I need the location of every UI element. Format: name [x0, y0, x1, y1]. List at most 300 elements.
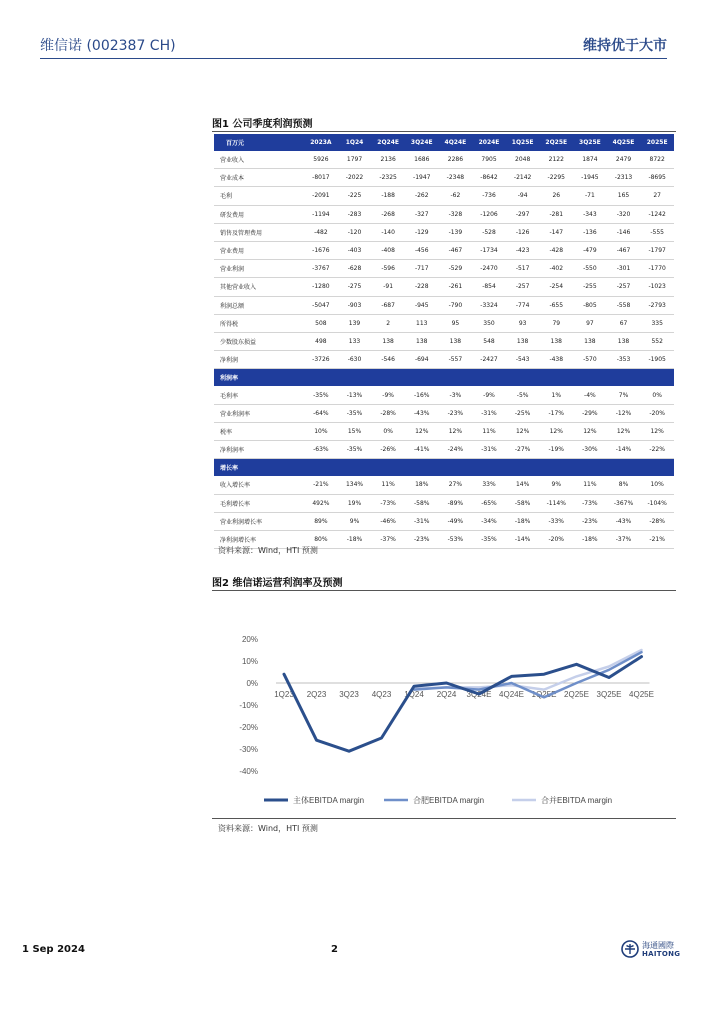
- logo-text-cn: 海通國際: [642, 941, 674, 950]
- table-cell: 95: [439, 314, 473, 332]
- table-cell: -16%: [405, 386, 439, 404]
- table-cell: -479: [573, 241, 607, 259]
- table-cell: -467: [607, 241, 641, 259]
- header-divider: [40, 58, 667, 59]
- y-tick-label: 20%: [241, 635, 258, 644]
- table-cell: -283: [338, 205, 372, 223]
- x-tick-label: 3Q23: [339, 690, 359, 699]
- table-cell: -297: [506, 205, 540, 223]
- haitong-logo: [621, 938, 681, 962]
- row-label: 毛利增长率: [214, 494, 304, 512]
- x-tick-label: 4Q23: [371, 690, 392, 699]
- table-cell: -630: [338, 351, 372, 369]
- table-cell: -18%: [573, 530, 607, 548]
- table-row: [214, 260, 674, 278]
- table-cell: -114%: [539, 494, 573, 512]
- section-cell: [506, 459, 540, 477]
- table-cell: -555: [640, 223, 674, 241]
- section-cell: [506, 369, 540, 387]
- table-cell: -188: [371, 187, 405, 205]
- legend-label: 合并EBITDA margin: [541, 796, 613, 805]
- section-cell: [338, 369, 372, 387]
- table-cell: 27%: [439, 476, 473, 494]
- table-cell: 11%: [472, 422, 506, 440]
- table-cell: 2048: [506, 151, 540, 169]
- table-cell: -517: [506, 260, 540, 278]
- report-date: 1 Sep 2024: [22, 944, 85, 955]
- x-tick-label: 1Q24: [404, 690, 424, 699]
- table-header-row: [214, 134, 674, 151]
- table-cell: -320: [607, 205, 641, 223]
- row-label: 少数股东损益: [214, 332, 304, 350]
- table-cell: 138: [607, 332, 641, 350]
- x-tick-label: 4Q25E: [629, 690, 654, 699]
- column-header: 3Q24E: [405, 134, 439, 151]
- section-cell: [573, 369, 607, 387]
- table-cell: -35%: [304, 386, 338, 404]
- table-cell: -343: [573, 205, 607, 223]
- table-cell: 2: [371, 314, 405, 332]
- table-cell: -28%: [371, 404, 405, 422]
- table-cell: -275: [338, 278, 372, 296]
- section-cell: [371, 459, 405, 477]
- legend-label: 合肥EBITDA margin: [413, 796, 485, 805]
- x-tick-label: 2Q24: [436, 690, 457, 699]
- table-cell: -1905: [640, 351, 674, 369]
- table-cell: -31%: [472, 404, 506, 422]
- table-cell: 138: [371, 332, 405, 350]
- table-cell: -694: [405, 351, 439, 369]
- table-cell: 498: [304, 332, 338, 350]
- table-cell: -546: [371, 351, 405, 369]
- table-cell: -467: [439, 241, 473, 259]
- table-row: [214, 441, 674, 459]
- table-cell: -23%: [439, 404, 473, 422]
- profit-forecast-table: [214, 134, 674, 549]
- table-row: [214, 187, 674, 205]
- table-cell: -30%: [573, 441, 607, 459]
- table-cell: 89%: [304, 512, 338, 530]
- column-header: 4Q24E: [439, 134, 473, 151]
- section-cell: [439, 459, 473, 477]
- legend-label: 主体EBITDA margin: [293, 796, 365, 805]
- table-cell: 138: [506, 332, 540, 350]
- column-header: 2024E: [472, 134, 506, 151]
- section-cell: [607, 459, 641, 477]
- table-cell: 138: [573, 332, 607, 350]
- figure1-title: 图1 公司季度利润预测: [212, 119, 313, 130]
- table-cell: -225: [338, 187, 372, 205]
- table-cell: -146: [607, 223, 641, 241]
- table-cell: -65%: [472, 494, 506, 512]
- row-label: 营业利润率: [214, 404, 304, 422]
- table-cell: -558: [607, 296, 641, 314]
- table-cell: -43%: [405, 404, 439, 422]
- section-cell: [371, 369, 405, 387]
- table-row: [214, 314, 674, 332]
- figure2-source: 资料来源：Wind，HTI 预测: [218, 824, 318, 833]
- row-label: 营业利润增长率: [214, 512, 304, 530]
- table-cell: -49%: [439, 512, 473, 530]
- table-cell: 508: [304, 314, 338, 332]
- table-cell: -2022: [338, 169, 372, 187]
- table-cell: 33%: [472, 476, 506, 494]
- table-cell: -2793: [640, 296, 674, 314]
- column-header: 3Q25E: [573, 134, 607, 151]
- table-cell: -17%: [539, 404, 573, 422]
- row-label: 营业成本: [214, 169, 304, 187]
- table-cell: -281: [539, 205, 573, 223]
- table-cell: 5926: [304, 151, 338, 169]
- table-cell: -18%: [338, 530, 372, 548]
- table-cell: 93: [506, 314, 540, 332]
- section-cell: [607, 369, 641, 387]
- y-tick-label: -20%: [239, 723, 258, 732]
- table-cell: -43%: [607, 512, 641, 530]
- x-tick-label: 2Q23: [306, 690, 327, 699]
- row-label: 毛利: [214, 187, 304, 205]
- table-cell: 12%: [439, 422, 473, 440]
- table-cell: -3324: [472, 296, 506, 314]
- table-cell: -8017: [304, 169, 338, 187]
- table-cell: 11%: [573, 476, 607, 494]
- table-cell: 138: [405, 332, 439, 350]
- table-cell: -2348: [439, 169, 473, 187]
- ebitda-margin-chart: [212, 600, 676, 815]
- table-cell: -408: [371, 241, 405, 259]
- row-label: 税率: [214, 422, 304, 440]
- table-cell: 1797: [338, 151, 372, 169]
- table-cell: -945: [405, 296, 439, 314]
- table-cell: -268: [371, 205, 405, 223]
- section-cell: [304, 459, 338, 477]
- table-cell: -139: [439, 223, 473, 241]
- column-header: 4Q25E: [607, 134, 641, 151]
- table-row: [214, 512, 674, 530]
- table-cell: -257: [506, 278, 540, 296]
- table-cell: -529: [439, 260, 473, 278]
- table-cell: 12%: [506, 422, 540, 440]
- table-row: [214, 223, 674, 241]
- report-ticker: 维信诺 (002387 CH): [40, 38, 176, 54]
- figure1-rule: [212, 131, 676, 132]
- table-cell: 1%: [539, 386, 573, 404]
- table-cell: -26%: [371, 441, 405, 459]
- table-cell: -257: [607, 278, 641, 296]
- table-cell: -717: [405, 260, 439, 278]
- table-cell: -736: [472, 187, 506, 205]
- table-cell: -13%: [338, 386, 372, 404]
- table-cell: -120: [338, 223, 372, 241]
- haitong-logo-icon: [621, 940, 639, 958]
- table-cell: -790: [439, 296, 473, 314]
- x-tick-label: 2Q25E: [564, 690, 589, 699]
- table-cell: 80%: [304, 530, 338, 548]
- table-cell: -58%: [506, 494, 540, 512]
- x-tick-label: 1Q25E: [531, 690, 557, 699]
- column-header: 2Q24E: [371, 134, 405, 151]
- table-cell: -3767: [304, 260, 338, 278]
- row-label: 销售及管理费用: [214, 223, 304, 241]
- row-label: 毛利率: [214, 386, 304, 404]
- table-cell: -570: [573, 351, 607, 369]
- section-header-growth: [214, 459, 674, 477]
- table-cell: 335: [640, 314, 674, 332]
- table-cell: 1686: [405, 151, 439, 169]
- table-cell: -63%: [304, 441, 338, 459]
- table-cell: 0%: [640, 386, 674, 404]
- row-label: 其他营业收入: [214, 278, 304, 296]
- table-cell: -1194: [304, 205, 338, 223]
- table-cell: -2427: [472, 351, 506, 369]
- figure2-rule: [212, 590, 676, 591]
- table-cell: -3%: [439, 386, 473, 404]
- section-cell: [439, 369, 473, 387]
- table-cell: -25%: [506, 404, 540, 422]
- section-cell: [573, 459, 607, 477]
- table-cell: -403: [338, 241, 372, 259]
- table-cell: -456: [405, 241, 439, 259]
- table-cell: -71: [573, 187, 607, 205]
- table-cell: -1676: [304, 241, 338, 259]
- table-cell: 134%: [338, 476, 372, 494]
- table-cell: 9%: [338, 512, 372, 530]
- table-cell: -261: [439, 278, 473, 296]
- table-cell: 7905: [472, 151, 506, 169]
- column-header: 1Q24: [338, 134, 372, 151]
- section-cell: [304, 369, 338, 387]
- figure2-title: 图2 维信诺运营利润率及预测: [212, 578, 343, 589]
- table-cell: -20%: [640, 404, 674, 422]
- table-cell: -53%: [439, 530, 473, 548]
- table-row: [214, 296, 674, 314]
- table-cell: -5047: [304, 296, 338, 314]
- section-cell: [640, 459, 674, 477]
- table-cell: -35%: [338, 441, 372, 459]
- table-cell: -1206: [472, 205, 506, 223]
- table-cell: 2136: [371, 151, 405, 169]
- table-cell: -62: [439, 187, 473, 205]
- table-cell: 11%: [371, 476, 405, 494]
- table-cell: -33%: [539, 512, 573, 530]
- table-row: [214, 476, 674, 494]
- table-cell: -20%: [539, 530, 573, 548]
- table-cell: -58%: [405, 494, 439, 512]
- table-cell: -129: [405, 223, 439, 241]
- table-cell: -31%: [405, 512, 439, 530]
- table-cell: -8695: [640, 169, 674, 187]
- table-cell: -2295: [539, 169, 573, 187]
- table-cell: -2142: [506, 169, 540, 187]
- table-row: [214, 332, 674, 350]
- table-cell: -1280: [304, 278, 338, 296]
- table-cell: -438: [539, 351, 573, 369]
- table-cell: -140: [371, 223, 405, 241]
- column-header: 2025E: [640, 134, 674, 151]
- table-cell: -3726: [304, 351, 338, 369]
- table-cell: -543: [506, 351, 540, 369]
- row-label: 利润总额: [214, 296, 304, 314]
- series-line-0: [284, 657, 642, 752]
- y-tick-label: -30%: [239, 745, 258, 754]
- column-header: 2023A: [304, 134, 338, 151]
- table-cell: -854: [472, 278, 506, 296]
- row-label: 净利润: [214, 351, 304, 369]
- table-row: [214, 241, 674, 259]
- section-cell: [405, 459, 439, 477]
- table-cell: 8722: [640, 151, 674, 169]
- table-row: [214, 494, 674, 512]
- row-label: 营业费用: [214, 241, 304, 259]
- table-cell: -1947: [405, 169, 439, 187]
- row-label: 研发费用: [214, 205, 304, 223]
- table-cell: -5%: [506, 386, 540, 404]
- table-cell: -557: [439, 351, 473, 369]
- table-cell: 12%: [539, 422, 573, 440]
- table-cell: 79: [539, 314, 573, 332]
- table-cell: -2470: [472, 260, 506, 278]
- y-tick-label: 10%: [241, 657, 258, 666]
- table-cell: -19%: [539, 441, 573, 459]
- table-cell: 15%: [338, 422, 372, 440]
- table-cell: -23%: [573, 512, 607, 530]
- table-cell: -37%: [607, 530, 641, 548]
- table-cell: -18%: [506, 512, 540, 530]
- section-label: 增长率: [214, 459, 304, 477]
- table-cell: 552: [640, 332, 674, 350]
- table-cell: -9%: [472, 386, 506, 404]
- x-tick-label: 3Q25E: [596, 690, 622, 699]
- column-header: 1Q25E: [506, 134, 540, 151]
- table-cell: -262: [405, 187, 439, 205]
- table-cell: 97: [573, 314, 607, 332]
- figure1-source: 资料来源：Wind，HTI 预测: [218, 546, 318, 555]
- table-cell: -254: [539, 278, 573, 296]
- table-cell: -126: [506, 223, 540, 241]
- table-cell: -46%: [371, 512, 405, 530]
- table-cell: -367%: [607, 494, 641, 512]
- section-cell: [539, 459, 573, 477]
- row-label: 营业收入: [214, 151, 304, 169]
- table-cell: 7%: [607, 386, 641, 404]
- table-cell: 492%: [304, 494, 338, 512]
- table-cell: -596: [371, 260, 405, 278]
- table-cell: -8642: [472, 169, 506, 187]
- table-cell: -2091: [304, 187, 338, 205]
- table-cell: -22%: [640, 441, 674, 459]
- section-cell: [640, 369, 674, 387]
- table-row: [214, 422, 674, 440]
- table-cell: 2122: [539, 151, 573, 169]
- table-cell: -528: [472, 223, 506, 241]
- table-cell: 0%: [371, 422, 405, 440]
- row-label: 营业利润: [214, 260, 304, 278]
- row-label: 净利润增长率: [214, 530, 304, 548]
- table-cell: 138: [439, 332, 473, 350]
- table-cell: -2325: [371, 169, 405, 187]
- table-cell: -94: [506, 187, 540, 205]
- table-cell: -228: [405, 278, 439, 296]
- row-label: 收入增长率: [214, 476, 304, 494]
- table-cell: -136: [573, 223, 607, 241]
- table-cell: 165: [607, 187, 641, 205]
- table-cell: 67: [607, 314, 641, 332]
- table-cell: 138: [539, 332, 573, 350]
- table-cell: 27: [640, 187, 674, 205]
- table-cell: 548: [472, 332, 506, 350]
- table-cell: -4%: [573, 386, 607, 404]
- table-row: [214, 151, 674, 169]
- table-cell: 113: [405, 314, 439, 332]
- table-cell: -1945: [573, 169, 607, 187]
- table-cell: 2479: [607, 151, 641, 169]
- table-cell: -35%: [338, 404, 372, 422]
- column-header: 百万元: [214, 134, 304, 151]
- table-cell: -28%: [640, 512, 674, 530]
- table-cell: 14%: [506, 476, 540, 494]
- table-cell: 133: [338, 332, 372, 350]
- table-cell: -73%: [371, 494, 405, 512]
- table-cell: -34%: [472, 512, 506, 530]
- table-cell: 9%: [539, 476, 573, 494]
- table-cell: -1770: [640, 260, 674, 278]
- table-cell: -21%: [640, 530, 674, 548]
- table-cell: -91: [371, 278, 405, 296]
- table-cell: -255: [573, 278, 607, 296]
- table-cell: -1023: [640, 278, 674, 296]
- table-cell: -24%: [439, 441, 473, 459]
- table-cell: -23%: [405, 530, 439, 548]
- table-cell: -1797: [640, 241, 674, 259]
- table-cell: -14%: [506, 530, 540, 548]
- table-cell: -147: [539, 223, 573, 241]
- table-cell: -903: [338, 296, 372, 314]
- table-cell: -9%: [371, 386, 405, 404]
- table-cell: 18%: [405, 476, 439, 494]
- table-cell: -12%: [607, 404, 641, 422]
- table-cell: -1242: [640, 205, 674, 223]
- rating-label: 维持优于大市: [583, 38, 667, 54]
- table-cell: 12%: [607, 422, 641, 440]
- table-cell: -805: [573, 296, 607, 314]
- section-cell: [338, 459, 372, 477]
- table-row: [214, 386, 674, 404]
- table-cell: -41%: [405, 441, 439, 459]
- table-cell: -301: [607, 260, 641, 278]
- table-cell: 12%: [405, 422, 439, 440]
- table-cell: -37%: [371, 530, 405, 548]
- section-cell: [539, 369, 573, 387]
- table-cell: 12%: [640, 422, 674, 440]
- logo-text-en: HAITONG: [642, 950, 681, 958]
- y-tick-label: -40%: [239, 767, 258, 776]
- table-cell: -353: [607, 351, 641, 369]
- table-cell: 2286: [439, 151, 473, 169]
- table-cell: -628: [338, 260, 372, 278]
- table-cell: -21%: [304, 476, 338, 494]
- table-cell: -89%: [439, 494, 473, 512]
- row-label: 所得税: [214, 314, 304, 332]
- table-cell: -423: [506, 241, 540, 259]
- table-row: [214, 278, 674, 296]
- table-cell: -27%: [506, 441, 540, 459]
- table-cell: -687: [371, 296, 405, 314]
- x-tick-label: 1Q23: [274, 690, 294, 699]
- section-cell: [472, 459, 506, 477]
- section-cell: [472, 369, 506, 387]
- table-cell: -31%: [472, 441, 506, 459]
- table-cell: 12%: [573, 422, 607, 440]
